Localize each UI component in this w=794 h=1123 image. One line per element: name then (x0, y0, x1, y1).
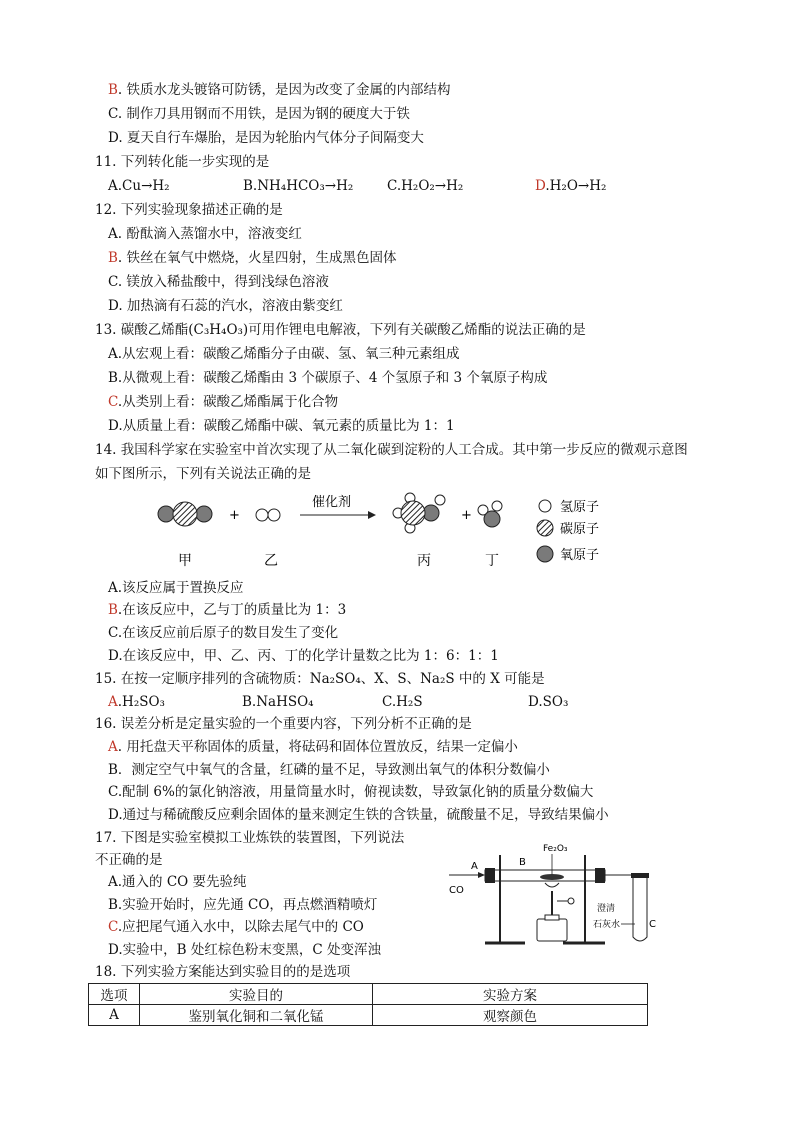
q11-stem: 11. 下列转化能一步实现的是 (95, 154, 270, 170)
q10-option-b: B. 铁质水龙头镀铬可防锈，是因为改变了金属的内部结构 (108, 82, 451, 98)
catalyst-label: 催化剂 (312, 495, 352, 510)
experiment-table (88, 983, 648, 1026)
q12-option-a: A. 酚酞滴入蒸馏水中，溶液变红 (108, 226, 302, 242)
label-bing: 丙 (417, 553, 431, 569)
q15-stem: 15. 在按一定顺序排列的含硫物质：Na₂SO₄、X、S、Na₂S 中的 X 可能是 (95, 671, 545, 687)
q17-option-c: C.应把尾气通入水中，以除去尾气中的 CO (108, 919, 364, 935)
label-ding: 丁 (485, 553, 499, 569)
q13-option-b: B.从微观上看：碳酸乙烯酯由 3 个碳原子、4 个氢原子和 3 个氧原子构成 (108, 370, 548, 386)
legend-hydrogen-icon (539, 500, 551, 512)
table-header-cell: 实验目的 (140, 984, 373, 1005)
q13-option-a: A.从宏观上看：碳酸乙烯酯分子由碳、氢、氧三种元素组成 (108, 346, 460, 362)
q11-option-d: D.H₂O→H₂ (535, 178, 607, 194)
fig-label-b: B (519, 857, 526, 868)
fig-label-co: CO (449, 885, 464, 896)
plus-sign-1: + (229, 508, 240, 523)
q16-option-c: C.配制 6%的氯化钠溶液，用量筒量水时，俯视读数，导致氯化钠的质量分数偏大 (108, 784, 594, 800)
label-jia: 甲 (178, 553, 192, 569)
arrow-head-icon (368, 511, 376, 519)
q13-option-d: D.从质量上看：碳酸乙烯酯中碳、氧元素的质量比为 1：1 (108, 418, 455, 434)
fig-label-limewater-1: 澄清 (597, 904, 616, 914)
legend (537, 500, 599, 563)
q17-option-b: B.实验开始时，应先通 CO，再点燃酒精喷灯 (108, 897, 378, 913)
table-cell: A (89, 1005, 140, 1026)
plus-sign-2: + (461, 508, 472, 523)
q11-option-c: C.H₂O₂→H₂ (387, 178, 464, 194)
q14-stem-line2: 如下图所示，下列有关说法正确的是 (95, 466, 311, 482)
legend-hydrogen-label: 氢原子 (560, 500, 600, 515)
q14-stem-line1: 14. 我国科学家在实验室中首次实现了从二氧化碳到淀粉的人工合成。其中第一步反应的微观示意图 (95, 442, 688, 458)
q14-option-c: C.在该反应前后原子的数目发生了变化 (108, 625, 339, 641)
q11-option-b: B.NH₄HCO₃→H₂ (243, 178, 354, 194)
q15-option-a: A.H₂SO₃ (108, 694, 165, 710)
q17-option-a: A.通入的 CO 要先验纯 (108, 874, 247, 890)
q16-option-b: B．测定空气中氧气的含量，红磷的量不足，导致测出氧气的体积分数偏小 (108, 762, 550, 778)
fig-label-limewater-2: 石灰水 (593, 920, 621, 930)
q12-option-d: D. 加热滴有石蕊的汽水，溶液由紫变红 (108, 298, 343, 314)
left-stopper (485, 868, 495, 883)
q17-stem-line2: 不正确的是 (95, 852, 163, 868)
table-header-row (89, 984, 648, 1005)
q12-option-c: C. 镁放入稀盐酸中，得到浅绿色溶液 (108, 274, 329, 290)
fig-label-fe2o3: Fe₂O₃ (543, 844, 568, 854)
q12-stem: 12. 下列实验现象描述正确的是 (95, 202, 283, 218)
molecule-jia-co2 (158, 502, 212, 526)
q15-option-d: D.SO₃ (528, 694, 569, 710)
iron-smelting-apparatus (445, 835, 675, 950)
q13-option-c: C.从类别上看：碳酸乙烯酯属于化合物 (108, 394, 339, 410)
q15-option-c: C.H₂S (382, 694, 423, 710)
q13-stem: 13. 碳酸乙烯酯(C₃H₄O₃)可用作锂电电解液，下列有关碳酸乙烯酯的说法正确的是 (95, 322, 586, 338)
q14-option-a: A.该反应属于置换反应 (108, 580, 244, 596)
label-yi: 乙 (264, 553, 278, 569)
co-arrow-head-icon (478, 872, 485, 878)
q14-option-b: B.在该反应中，乙与丁的质量比为 1：3 (108, 602, 347, 618)
table-cell: 观察颜色 (373, 1005, 648, 1026)
table-header-cell: 选项 (89, 984, 140, 1005)
q17-stem-line1: 17. 下图是实验室模拟工业炼铁的装置图，下列说法 (95, 830, 405, 846)
legend-oxygen-label: 氧原子 (560, 548, 600, 563)
molecule-yi-h2 (256, 509, 280, 521)
q12-option-b: B. 铁丝在氧气中燃烧，火星四射，生成黑色固体 (108, 250, 397, 266)
molecule-ding-water (478, 501, 502, 527)
alcohol-blast-lamp (537, 883, 574, 941)
right-stopper (595, 868, 605, 883)
fig-label-c: C (649, 919, 656, 930)
test-tube-stopper (631, 873, 649, 878)
q11-option-a: A.Cu→H₂ (108, 178, 170, 194)
test-tube (633, 875, 647, 941)
q10-option-c: C. 制作刀具用钢而不用铁，是因为钢的硬度大于铁 (108, 106, 410, 122)
q16-option-a: A. 用托盘天平称固体的质量，将砝码和固体位置放反，结果一定偏小 (108, 739, 518, 755)
reaction-diagram (140, 488, 630, 578)
legend-carbon-icon (537, 520, 553, 536)
legend-oxygen-icon (537, 546, 553, 562)
legend-carbon-label: 碳原子 (560, 522, 600, 537)
table-header-cell: 实验方案 (373, 984, 648, 1005)
q14-option-d: D.在该反应中，甲、乙、丙、丁的化学计量数之比为 1：6：1：1 (108, 648, 499, 664)
iron-oxide-powder (540, 874, 564, 880)
q17-option-d: D.实验中，B 处红棕色粉末变黑，C 处变浑浊 (108, 942, 381, 958)
q16-option-d: D.通过与稀硫酸反应剩余固体的量来测定生铁的含铁量，硫酸量不足，导致结果偏小 (108, 807, 609, 823)
q16-stem: 16. 误差分析是定量实验的一个重要内容，下列分析不正确的是 (95, 716, 472, 732)
q10-option-d: D. 夏天自行车爆胎，是因为轮胎内气体分子间隔变大 (108, 130, 424, 146)
fig-label-a: A (471, 861, 478, 872)
q18-stem: 18. 下列实验方案能达到实验目的的是选项 (95, 964, 351, 980)
table-row (89, 1005, 648, 1026)
q15-option-b: B.NaHSO₄ (242, 694, 314, 710)
table-cell: 鉴别氧化铜和二氧化锰 (140, 1005, 373, 1026)
molecule-bing-methanol (393, 493, 445, 533)
